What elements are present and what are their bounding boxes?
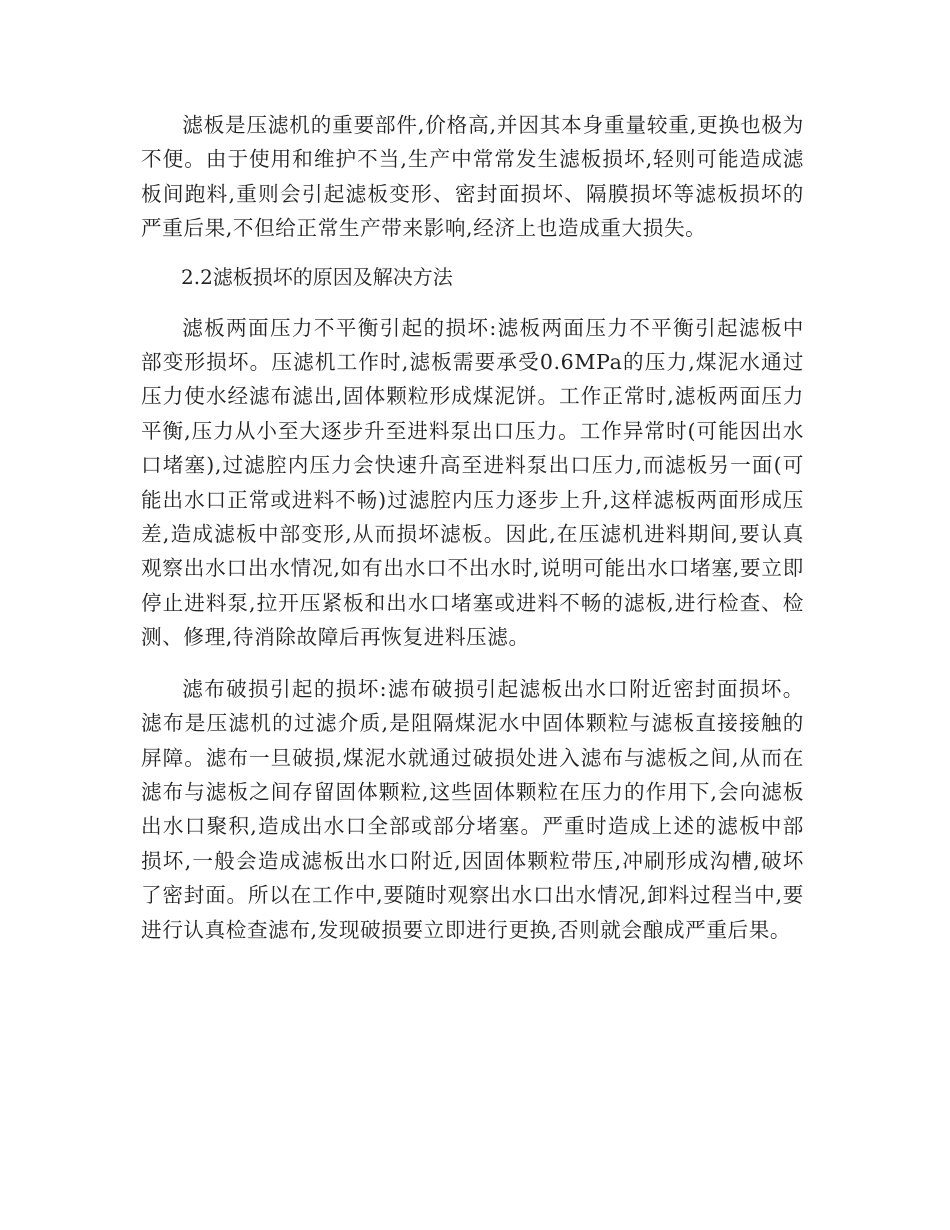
paragraph-pressure-imbalance: 滤板两面压力不平衡引起的损坏:滤板两面压力不平衡引起滤板中部变形损坏。压滤机工作时,滤板需要承受0.6MPa的压力,煤泥水通过压力使水经滤布滤出,固体颗粒形成煤泥饼。工作正常时,滤板两面压力平衡,压力从小至大逐步升至进料泵出口压力。工作异常时(可能因出水口堵塞),过滤腔内压力会快速升高至进料泵出口压力,而滤板另一面(可能出水口正常或进料不畅)过滤腔内压力逐步上升,这样滤板两面形成压差,造成滤板中部变形,从而损坏滤板。因此,在压滤机进料期间,要认真观察出水口出水情况,如有出水口不出水时,说明可能出水口堵塞,要立即停止进料泵,拉开压紧板和出水口堵塞或进料不畅的滤板,进行检查、检测、修理,待消除故障后再恢复进料压滤。 [141,315,804,650]
paragraph-filter-cloth-damage: 滤布破损引起的损坏:滤布破损引起滤板出水口附近密封面损坏。滤布是压滤机的过滤介质,是阻隔煤泥水中固体颗粒与滤板直接接触的屏障。滤布一旦破损,煤泥水就通过破损处进入滤布与滤板之间,从而在滤布与滤板之间存留固体颗粒,这些固体颗粒在压力的作用下,会向滤板出水口聚积,造成出水口全部或部分堵塞。严重时造成上述的滤板中部损坏,一般会造成滤板出水口附近,因固体颗粒带压,冲刷形成沟槽,破坏了密封面。所以在工作中,要随时观察出水口出水情况,卸料过程当中,要进行认真检查滤布,发现破损要立即进行更换,否则就会酿成严重后果。 [141,676,804,942]
document-page [141,108,804,947]
paragraph-intro: 滤板是压滤机的重要部件,价格高,并因其本身重量较重,更换也极为不便。由于使用和维护不当,生产中常常发生滤板损坏,轻则可能造成滤板间跑料,重则会引起滤板变形、密封面损坏、隔膜损坏等滤板损坏的严重后果,不但给正常生产带来影响,经济上也造成重大损失。 [141,113,804,241]
section-heading: 2.2滤板损坏的原因及解决方法 [181,264,453,289]
